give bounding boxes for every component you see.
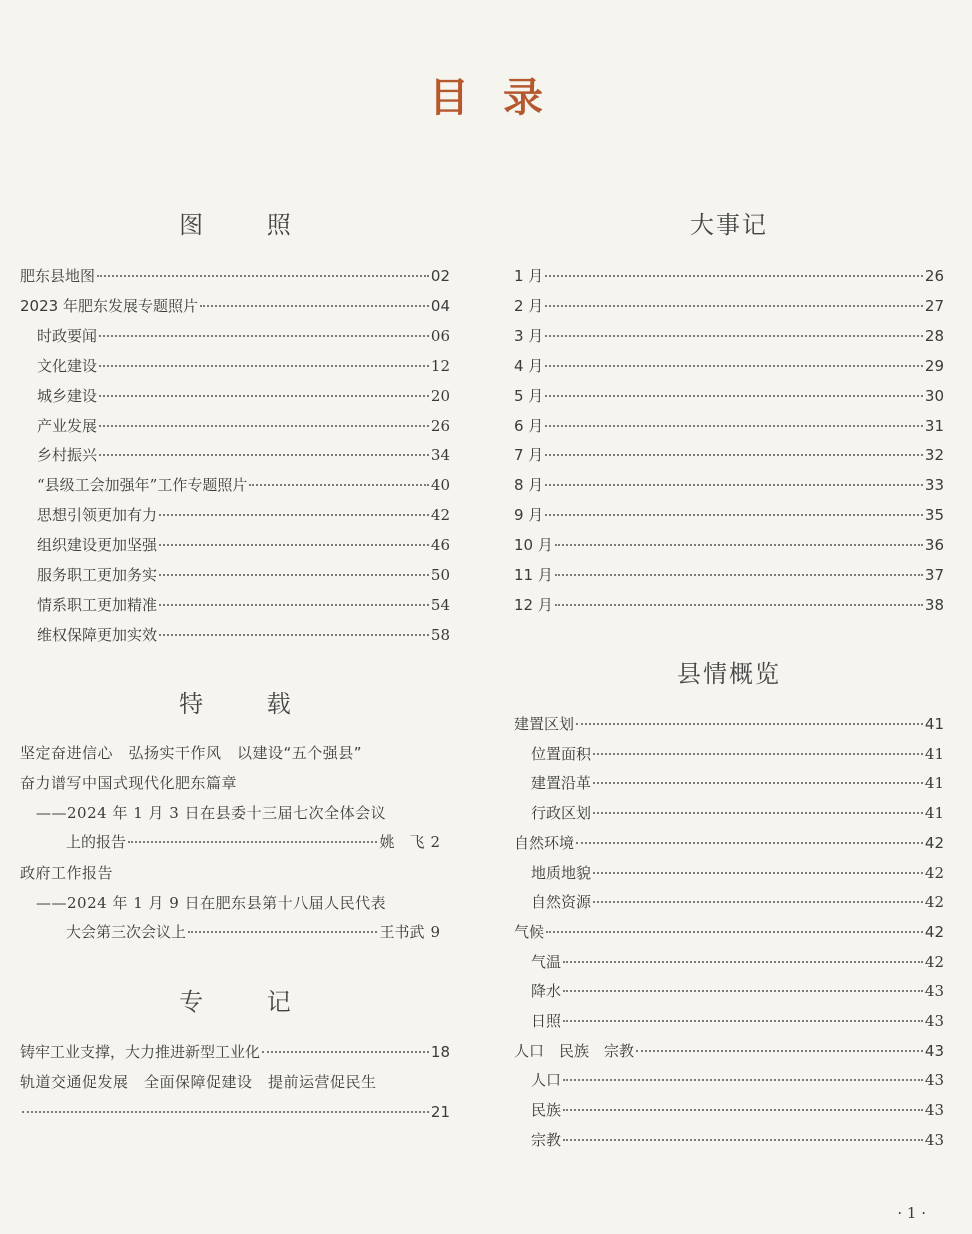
page-number: 20	[430, 386, 450, 405]
toc-label: 宗教	[531, 1130, 562, 1149]
toc-entry[interactable]	[20, 533, 450, 557]
page-number: 9	[430, 923, 440, 941]
tezai-entry2-author-row[interactable]	[66, 921, 440, 945]
toc-label: 地质地貌	[531, 863, 592, 882]
page-number: 26	[430, 416, 450, 435]
toc-label: 上的报告	[66, 833, 127, 851]
page-number: 43	[924, 1071, 944, 1090]
section-title-tezai: 特 载	[179, 690, 319, 718]
page-number: 30	[924, 386, 944, 405]
dot-leader	[593, 901, 923, 903]
page-number: 28	[924, 326, 944, 345]
toc-entry[interactable]	[514, 890, 944, 914]
dot-leader	[576, 723, 923, 725]
toc-label: 自然资源	[531, 893, 592, 912]
toc-entry[interactable]	[514, 593, 944, 617]
page-number: 41	[924, 804, 944, 823]
toc-entry[interactable]	[514, 801, 944, 825]
toc-label: 行政区划	[531, 804, 592, 823]
toc-entry[interactable]	[20, 623, 450, 647]
dot-leader	[546, 931, 923, 933]
toc-label: 乡村振兴	[37, 446, 98, 465]
toc-entry[interactable]	[20, 324, 450, 348]
dot-leader	[99, 365, 429, 367]
page-number: 50	[430, 566, 450, 584]
dot-leader	[22, 1111, 429, 1113]
toc-entry[interactable]	[514, 354, 944, 378]
page-title: 目录	[429, 74, 577, 121]
toc-label: 文化建设	[37, 356, 98, 375]
toc-label: 2 月	[514, 296, 544, 315]
dot-leader	[545, 335, 923, 337]
page-number: 41	[924, 774, 944, 793]
page-number: 02	[430, 267, 450, 285]
dot-leader	[545, 484, 923, 486]
page-number: 04	[430, 296, 450, 315]
toc-label: 气温	[531, 952, 562, 971]
dot-leader	[99, 395, 429, 397]
toc-label: 产业发展	[37, 416, 98, 435]
toc-entry[interactable]	[514, 294, 944, 318]
page-number: 34	[430, 446, 450, 465]
tezai-entry2-line1[interactable]: 政府工作报告	[20, 864, 114, 882]
toc-entry[interactable]	[514, 503, 944, 527]
dot-leader	[159, 514, 429, 516]
zhuanji-entry1[interactable]	[20, 1040, 450, 1064]
toc-entry[interactable]	[514, 950, 944, 974]
toc-entry[interactable]	[514, 831, 944, 855]
toc-label: 气候	[514, 922, 545, 941]
dot-leader	[99, 425, 429, 427]
toc-label: 8 月	[514, 476, 544, 495]
dot-leader	[593, 753, 923, 755]
page-number: 21	[430, 1103, 450, 1121]
page-number: 46	[430, 536, 450, 555]
toc-entry[interactable]	[514, 324, 944, 348]
page-number: 54	[430, 595, 450, 614]
page-number: 42	[430, 506, 450, 525]
tezai-entry1-author-row[interactable]	[66, 831, 440, 855]
dot-leader	[249, 484, 429, 486]
page-number: 43	[924, 1041, 944, 1060]
toc-entry[interactable]	[20, 414, 450, 438]
toc-label: 日照	[531, 1012, 562, 1030]
dot-leader	[99, 454, 429, 456]
dot-leader	[188, 931, 377, 933]
toc-label: “县级工会加强年”工作专题照片	[37, 476, 248, 495]
page-number: 12	[430, 356, 450, 375]
toc-entry[interactable]	[514, 920, 944, 944]
toc-entry[interactable]	[514, 1128, 944, 1152]
page-number: 27	[924, 296, 944, 315]
toc-label: 铸牢工业支撑，大力推进新型工业化	[20, 1043, 261, 1061]
page-number: 31	[924, 416, 944, 435]
toc-entry[interactable]	[20, 294, 450, 318]
toc-label: 维权保障更加实效	[37, 625, 158, 644]
page-number: 42	[924, 922, 944, 941]
toc-label: 人口 民族 宗教	[514, 1041, 635, 1060]
toc-label: 10 月	[514, 536, 553, 555]
dot-leader	[99, 335, 429, 337]
dot-leader	[545, 514, 923, 516]
dot-leader	[563, 1020, 923, 1022]
dot-leader	[563, 1109, 923, 1111]
page-number: 18	[430, 1043, 450, 1061]
toc-entry[interactable]	[514, 473, 944, 497]
toc-label: 肥东县地图	[20, 267, 96, 285]
toc-entry[interactable]	[514, 384, 944, 408]
zhuanji-entry2-leader-row[interactable]	[20, 1100, 450, 1124]
dot-leader	[545, 395, 923, 397]
toc-entry[interactable]	[514, 1039, 944, 1063]
page-number: 38	[924, 595, 944, 614]
dot-leader	[128, 841, 377, 843]
toc-label: 6 月	[514, 416, 544, 435]
page-number: 43	[924, 1101, 944, 1120]
dot-leader	[545, 305, 923, 307]
toc-entry[interactable]	[514, 861, 944, 885]
toc-label: 大会第三次会议上	[66, 923, 187, 941]
toc-entry[interactable]	[514, 1098, 944, 1122]
toc-label: 民族	[531, 1101, 562, 1120]
toc-label: 位置面积	[531, 744, 592, 763]
left-column	[20, 0, 450, 1234]
toc-label: 建置沿革	[531, 774, 592, 793]
page-number: 42	[924, 833, 944, 852]
toc-entry[interactable]	[514, 1068, 944, 1092]
toc-label: 人口	[531, 1071, 562, 1090]
dot-leader	[159, 604, 429, 606]
toc-label: 思想引领更加有力	[37, 506, 158, 525]
section-title-zhuanji: 专 记	[179, 988, 319, 1016]
tezai-entry1-line1[interactable]: 坚定奋进信心 弘扬实干作风 以建设“五个强县”	[20, 744, 363, 762]
toc-entry[interactable]	[514, 979, 944, 1003]
dot-leader	[636, 1050, 923, 1052]
tezai-entry1-line2[interactable]: 奋力谱写中国式现代化肥东篇章	[20, 774, 238, 792]
toc-entry[interactable]	[514, 712, 944, 736]
dot-leader	[555, 604, 923, 606]
tezai-entry1-line3: ——2024 年 1 月 3 日在县委十三届七次全体会议	[36, 804, 387, 822]
page-number: 33	[924, 476, 944, 495]
toc-label: 降水	[531, 982, 562, 1001]
toc-label: 3 月	[514, 326, 544, 345]
page-number: 42	[924, 863, 944, 882]
page-number: 43	[924, 1130, 944, 1149]
toc-label: 组织建设更加坚强	[37, 536, 158, 555]
toc-entry[interactable]	[20, 503, 450, 527]
toc-label: 9 月	[514, 506, 544, 525]
section-title-xianqing: 县情概览	[677, 660, 781, 688]
page-number: 32	[924, 446, 944, 465]
page-number: 58	[430, 625, 450, 644]
dot-leader	[563, 1139, 923, 1141]
dot-leader	[262, 1051, 429, 1053]
toc-label: 4 月	[514, 356, 544, 375]
dot-leader	[159, 634, 429, 636]
page-folio: · 1 ·	[897, 1204, 926, 1222]
page-number: 2	[430, 833, 440, 851]
dot-leader	[563, 1079, 923, 1081]
dot-leader	[545, 275, 923, 277]
right-column	[514, 0, 944, 1234]
page-number: 43	[924, 982, 944, 1001]
toc-entry[interactable]	[514, 264, 944, 288]
toc-entry[interactable]	[20, 443, 450, 467]
dot-leader	[159, 574, 429, 576]
page-number: 36	[924, 536, 944, 555]
page-number: 35	[924, 506, 944, 525]
dot-leader	[545, 425, 923, 427]
toc-entry[interactable]	[514, 533, 944, 557]
toc-label: 情系职工更加精准	[37, 595, 158, 614]
dot-leader	[576, 842, 923, 844]
page-number: 41	[924, 744, 944, 763]
toc-label: 7 月	[514, 446, 544, 465]
toc-entry[interactable]	[514, 1009, 944, 1033]
dot-leader	[593, 782, 923, 784]
toc-label: 11 月	[514, 566, 553, 584]
dot-leader	[545, 454, 923, 456]
toc-entry[interactable]	[20, 264, 450, 288]
toc-label: 建置区划	[514, 715, 575, 733]
page-number: 41	[924, 715, 944, 733]
page-number: 29	[924, 356, 944, 375]
toc-label: 1 月	[514, 267, 544, 285]
page-number: 43	[924, 1012, 944, 1030]
dot-leader	[563, 990, 923, 992]
dot-leader	[200, 305, 429, 307]
toc-entry[interactable]	[514, 563, 944, 587]
dot-leader	[97, 275, 429, 277]
section-title-dashiji: 大事记	[690, 211, 768, 239]
zhuanji-entry2-line1[interactable]: 轨道交通促发展 全面保障促建设 提前运营促民生	[20, 1073, 377, 1091]
toc-label: 5 月	[514, 386, 544, 405]
toc-label: 自然环境	[514, 833, 575, 852]
toc-entry[interactable]	[20, 473, 450, 497]
toc-entry[interactable]	[20, 384, 450, 408]
author-name: 王书武	[379, 923, 425, 941]
section-title-tuzhao: 图 照	[179, 211, 319, 239]
dot-leader	[593, 812, 923, 814]
toc-label: 城乡建设	[37, 386, 98, 405]
page-number: 06	[430, 326, 450, 345]
toc-entry[interactable]	[514, 742, 944, 766]
toc-entry[interactable]	[20, 563, 450, 587]
toc-entry[interactable]	[20, 593, 450, 617]
toc-entry[interactable]	[514, 771, 944, 795]
dot-leader	[563, 961, 923, 963]
dot-leader	[545, 365, 923, 367]
page-number: 40	[430, 476, 450, 495]
page-number: 42	[924, 952, 944, 971]
page-number: 37	[924, 566, 944, 584]
toc-label: 2023 年肥东发展专题照片	[20, 296, 198, 315]
page-number: 42	[924, 893, 944, 912]
toc-entry[interactable]	[20, 354, 450, 378]
dot-leader	[555, 574, 923, 576]
toc-label: 12 月	[514, 595, 553, 614]
dot-leader	[159, 544, 429, 546]
toc-entry[interactable]	[514, 443, 944, 467]
page-number: 26	[924, 267, 944, 285]
toc-entry[interactable]	[514, 414, 944, 438]
tezai-entry2-line2: ——2024 年 1 月 9 日在肥东县第十八届人民代表	[36, 894, 387, 912]
dot-leader	[593, 872, 923, 874]
author-name: 姚 飞	[379, 833, 425, 851]
dot-leader	[555, 544, 923, 546]
toc-label: 时政要闻	[37, 326, 98, 345]
toc-label: 服务职工更加务实	[37, 566, 158, 584]
